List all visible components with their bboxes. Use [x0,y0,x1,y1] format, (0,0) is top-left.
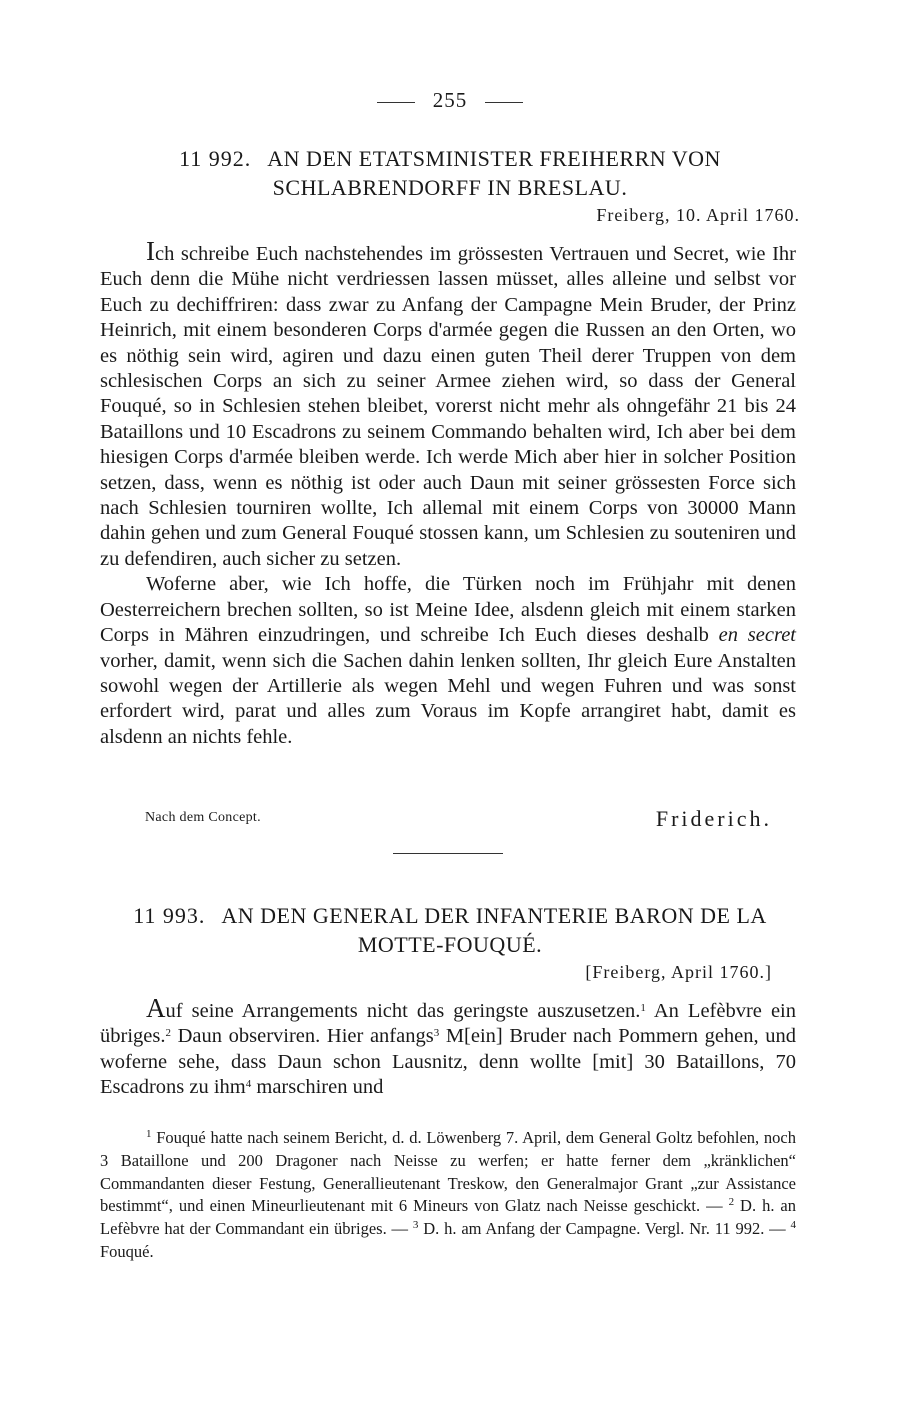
footnote-marker-2: 2 [728,1196,735,1209]
letter1-initial: I [146,236,155,266]
page-number-rule-left [377,102,415,103]
letter1-source-note: Nach dem Concept. [145,810,261,825]
footnote-1-text: Fouqué hatte nach seinem Bericht, d. d. Löwenberg 7. April, dem General Goltz befohlen, noch 3 Bataillone und 200 Dragoner nach Neisse zu werfen; er hatte ferner dem „kränklichen“ Commandanten dieser Festung, Generallieutenant Treskow, den Generalmajor Grant „zur Assistance bestimmt“, und einen Mineurlieutenant mit 6 Mineurs von Glatz nach Neisse geschickt. — [100,1128,796,1216]
page-number [0,88,900,113]
letter2-seg-2: An Lefèbvre ein übriges. [100,1000,796,1048]
footnotes [100,1127,796,1264]
letter1-paragraph-2-text-a: Woferne aber, wie Ich hoffe, die Türken noch im Frühjahr mit denen Oesterreichern brechen sollten, so ist Meine Idee, alsdenn gleich mit einem starken Corps in Mähren einzudringen, und schreibe Ich Euch dieses deshalb [100,573,796,647]
footnote-ref-4[interactable]: 4 [245,1078,252,1091]
footnote-ref-2[interactable]: 2 [165,1027,171,1040]
letter1-paragraph-1 [100,236,796,572]
letter2-initial: A [146,993,166,1023]
letter1-heading [100,144,800,202]
letter2-body [100,993,797,1101]
letter1-signature: Friderich. [655,806,772,831]
letter1-paragraph-2 [100,572,796,750]
footnote-4-text: Fouqué. [100,1241,154,1261]
letter2-dateline: [Freiberg, April 1760.] [585,962,772,982]
page-number-rule-right [485,102,523,103]
letter1-number: 11 992. [179,146,252,171]
footnote-block [100,1127,796,1264]
letter1-paragraph-1-text: ch schreibe Euch nachstehendes im grössesten Vertrauen und Secret, wie Ihr Euch denn die Mühe nicht verdriessen lassen müsset, alles alleine und selbst vor Euch zu dechiffriren: dass zwar zu Anfang der Campagne Mein Bruder, der Prinz Heinrich, mit einem besonderen Corps d'armée gegen die Russen an den Orten, wo es nöthig sein wird, agiren und dazu einen guten Theil derer Truppen von dem schlesischen Corps an sich zu seiner Armee ziehen wird, so dass der General Fouqué, so in Schlesien stehen bleibet, vorerst nicht mehr als ohngefähr 21 bis 24 Bataillons und 10 Escadrons zu seinem Commando behalten wird, Ich aber bei dem hiesigen Corps d'armée bleiben werde. Ich werde Mich aber hier in solcher Position setzen, dass, wenn es nöthig ist oder auch Daun mit seiner grössesten Force sich nach Schlesien tourniren wollte, Ich allemal mit einem Corps von 30000 Mann dahin gehen und zum General Fouqué stossen kann, um Schlesien zu souteniren und zu defendiren, auch sicher zu setzen. [100,243,796,570]
letter1-heading-text: AN DEN ETATSMINISTER FREIHERRN VON SCHLABRENDORFF IN BRESLAU. [267,146,721,200]
letter2-heading [100,901,800,959]
letter1-body [100,236,796,750]
letter2-number: 11 993. [133,903,206,928]
section-divider [393,853,503,854]
letter2-seg-5: marschiren und [251,1076,384,1099]
letter1-paragraph-2-text-b: vorher, damit, wenn sich die Sachen dahin lenken sollten, Ihr gleich Eure Anstalten sowohl wegen der Artillerie als wegen Mehl und wegen Fuhren und was sonst erfordert wird, parat und alles zum Voraus im Kopfe arrangiret habt, damit es alsdenn an nichts fehle. [100,649,796,748]
letter1-dateline: Freiberg, 10. April 1760. [596,205,800,225]
letter1-paragraph-2-italic: en secret [718,624,796,647]
letter2-heading-text: AN DEN GENERAL DER INFANTERIE BARON DE LA MOTTE-FOUQUÉ. [221,903,767,957]
letter2-paragraph-1 [100,993,797,1101]
footnote-marker-1: 1 [146,1128,152,1140]
letter2-seg-1: uf seine Arrangements nicht das geringste auszusetzen. [165,1000,641,1022]
letter2-seg-4: M[ein] Bruder nach Pommern gehen, und woferne sehe, dass Daun schon Lausnitz, denn wollte [mit] 30 Bataillons, 70 Escadrons zu ihm [100,1025,797,1099]
page-number-text: 255 [432,88,468,112]
letter2-seg-3: Daun observiren. Hier anfangs [170,1025,434,1048]
footnote-ref-3[interactable]: 3 [433,1027,440,1040]
footnote-marker-3: 3 [412,1219,419,1232]
footnote-3-text: D. h. am Anfang der Campagne. Vergl. Nr. 11 992. — [418,1219,791,1239]
footnote-2-text: D. h. an Lefèbvre hat der Commandant ein übriges. — [100,1196,796,1239]
footnote-ref-1[interactable]: 1 [640,1002,646,1014]
footnote-marker-4: 4 [790,1219,796,1232]
